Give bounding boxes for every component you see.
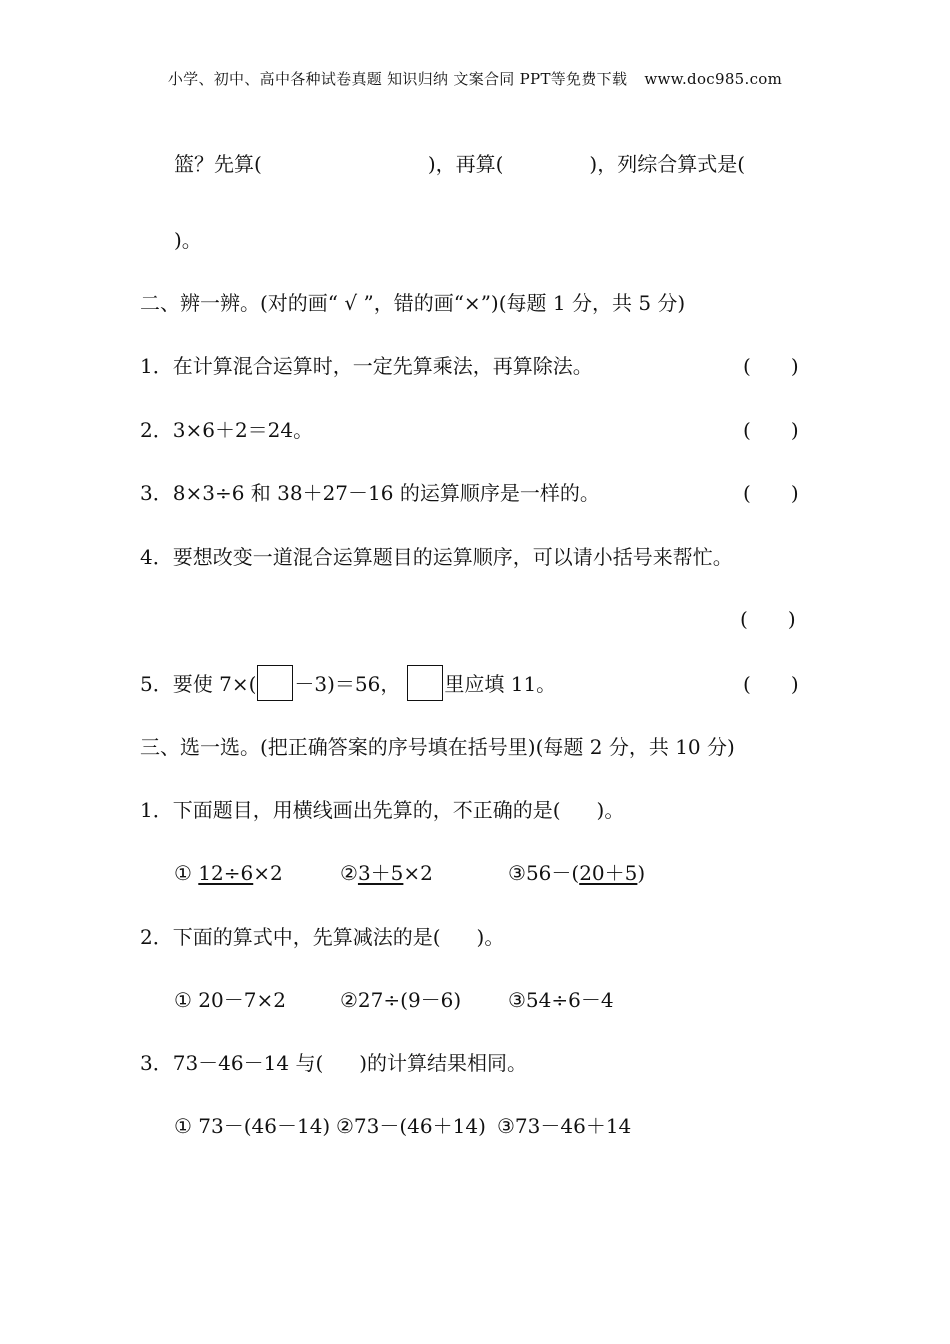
item-number: 2．: [140, 418, 173, 442]
paren-close: ): [790, 481, 799, 505]
paren-open: (: [740, 607, 748, 631]
page-header: [0, 68, 950, 89]
option-1[interactable]: ① 20－7×2: [174, 988, 286, 1012]
item-text-post: 里应填 11。: [444, 672, 557, 696]
answer-paren-1[interactable]: [743, 352, 799, 380]
underlined-part: 3＋5: [357, 861, 404, 885]
answer-paren-3[interactable]: [743, 479, 799, 507]
choice-q2: [140, 923, 504, 951]
item-text: 下面的算式中，先算减法的是(: [172, 925, 441, 949]
item-text: 要想改变一道混合运算题目的运算顺序，可以请小括号来帮忙。: [172, 545, 733, 569]
item-number: 5．: [140, 672, 173, 696]
option-3[interactable]: [508, 859, 645, 887]
continuation-end: )。: [174, 228, 202, 252]
answer-paren-5[interactable]: [743, 670, 799, 698]
item-text-pre: 要使 7×(: [172, 672, 257, 696]
judge-item-4: [140, 543, 733, 571]
continuation-line: [174, 150, 745, 178]
option-2[interactable]: ②73－(46＋14): [336, 1114, 486, 1138]
judge-item-1: [140, 352, 593, 380]
underlined-part: 12÷6: [198, 861, 254, 885]
judge-item-5: [140, 670, 556, 701]
continuation-part-c: )，列综合算式是(: [589, 152, 746, 176]
choice-q3: [140, 1049, 527, 1077]
choice-q2-options: [174, 986, 614, 1014]
item-text: 8×3÷6 和 38＋27－16 的运算顺序是一样的。: [172, 481, 600, 505]
option-1[interactable]: ① 73－(46－14): [174, 1114, 331, 1138]
paren-open: (: [743, 418, 751, 442]
header-promo-text: 小学、初中、高中各种试卷真题 知识归纳 文案合同 PPT等免费下载: [167, 70, 628, 88]
option-rest: ×2: [403, 861, 433, 885]
item-tail: )的计算结果相同。: [359, 1051, 528, 1075]
paren-close: ): [790, 354, 799, 378]
item-text: 在计算混合运算时，一定先算乘法，再算除法。: [172, 354, 593, 378]
item-number: 3．: [140, 1051, 173, 1075]
item-text-mid: －3)＝56，: [294, 672, 401, 696]
paren-close: ): [790, 672, 799, 696]
section-2-title: 二、辨一辨。(对的画“ √ ”，错的画“×”)(每题 1 分，共 5 分): [140, 291, 686, 315]
answer-paren-2[interactable]: [743, 416, 799, 444]
paren-open: (: [743, 672, 751, 696]
option-2[interactable]: [340, 859, 433, 887]
continuation-part-a: 篮？先算(: [174, 152, 262, 176]
paren-open: (: [743, 354, 751, 378]
item-number: 1．: [140, 798, 173, 822]
answer-paren-4[interactable]: [740, 605, 796, 633]
judge-item-3: [140, 479, 600, 507]
option-2[interactable]: ②27÷(9－6): [340, 988, 462, 1012]
item-text: 下面题目，用横线画出先算的，不正确的是(: [172, 798, 561, 822]
paren-close: ): [787, 607, 796, 631]
item-number: 2．: [140, 925, 173, 949]
paren-close: ): [790, 418, 799, 442]
item-text: 73－46－14 与(: [172, 1051, 324, 1075]
option-1[interactable]: [174, 859, 283, 887]
header-url: www.doc985.com: [644, 70, 783, 88]
section-3-title: 三、选一选。(把正确答案的序号填在括号里)(每题 2 分，共 10 分): [140, 735, 735, 759]
blank-box-2[interactable]: [407, 665, 443, 701]
option-mark: ①: [174, 861, 192, 885]
option-3[interactable]: ③54÷6－4: [508, 988, 614, 1012]
item-number: 3．: [140, 481, 173, 505]
option-mark: ②: [340, 861, 358, 885]
choice-q3-options: [174, 1112, 632, 1140]
judge-item-2: [140, 416, 313, 444]
choice-q1: [140, 796, 624, 824]
item-tail: )。: [476, 925, 505, 949]
paren-open: (: [743, 481, 751, 505]
option-3[interactable]: ③73－46＋14: [497, 1114, 632, 1138]
choice-q1-options: [174, 859, 646, 887]
continuation-part-b: )，再算(: [427, 152, 504, 176]
item-number: 4．: [140, 545, 173, 569]
option-pre: 56－(: [525, 861, 580, 885]
item-tail: )。: [596, 798, 625, 822]
item-number: 1．: [140, 354, 173, 378]
item-text: 3×6＋2＝24。: [172, 418, 314, 442]
blank-box-1[interactable]: [257, 665, 293, 701]
option-mark: ③: [508, 861, 526, 885]
option-rest: ×2: [253, 861, 283, 885]
underlined-part: 20＋5: [579, 861, 638, 885]
option-post: ): [637, 861, 646, 885]
